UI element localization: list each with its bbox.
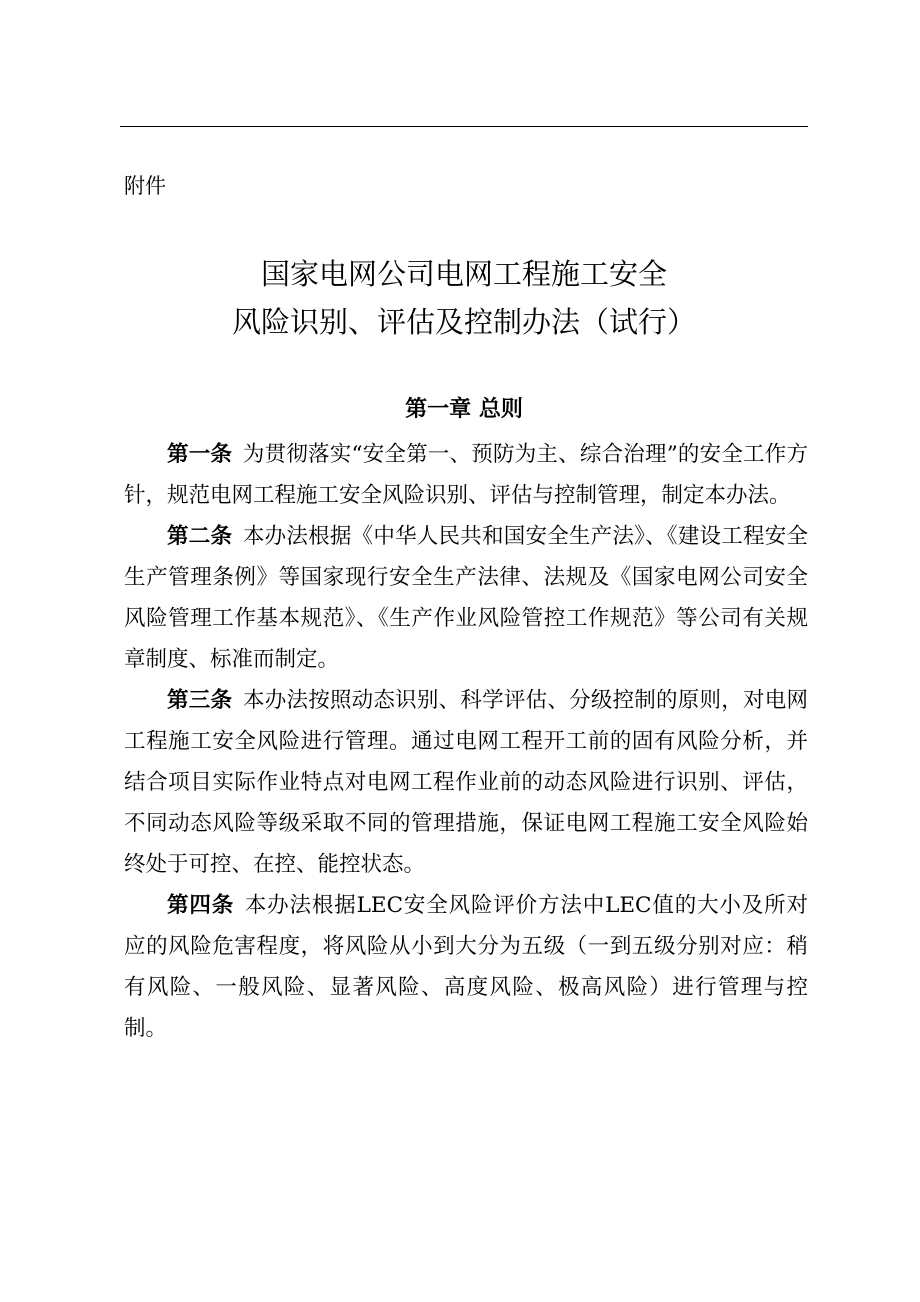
- attachment-label: 附件: [124, 174, 166, 198]
- article-label: 第四条: [167, 893, 235, 918]
- document-title: [120, 250, 808, 346]
- article-2: [124, 516, 808, 680]
- chapter-heading: 第一章 总则: [405, 396, 523, 422]
- article-text: 为贯彻落实“安全第一、预防为主、综合治理”的安全工作方针，规范电网工程施工安全风险识别、评估与控制管理，制定本办法。: [124, 442, 808, 508]
- article-1: [124, 434, 808, 516]
- article-label: 第二条: [167, 524, 233, 549]
- article-label: 第一条: [167, 442, 233, 467]
- article-text: 本办法根据LEC安全风险评价方法中LEC值的大小及所对应的风险危害程度，将风险从小到大分为五级（一到五级分别对应：稍有风险、一般风险、显著风险、高度风险、极高风险）进行管理与控制。: [124, 893, 808, 1041]
- article-4: [124, 885, 808, 1049]
- article-text: 本办法按照动态识别、科学评估、分级控制的原则，对电网工程施工安全风险进行管理。通过电网工程开工前的固有风险分析，并结合项目实际作业特点对电网工程作业前的动态风险进行识别、评估，不同动态风险等级采取不同的管理措施，保证电网工程施工安全风险始终处于可控、在控、能控状态。: [124, 688, 808, 877]
- article-3: [124, 680, 808, 885]
- title-line-2: 风险识别、评估及控制办法（试行）: [231, 305, 696, 339]
- article-text: 本办法根据《中华人民共和国安全生产法》、《建设工程安全生产管理条例》等国家现行安全生产法律、法规及《国家电网公司安全风险管理工作基本规范》、《生产作业风险管控工作规范》等公司有关规章制度、标准而制定。: [124, 524, 808, 672]
- article-label: 第三条: [167, 688, 233, 713]
- document-body: [124, 434, 808, 1049]
- title-line-1: 国家电网公司电网工程施工安全: [260, 257, 667, 291]
- header-rule: [120, 126, 808, 127]
